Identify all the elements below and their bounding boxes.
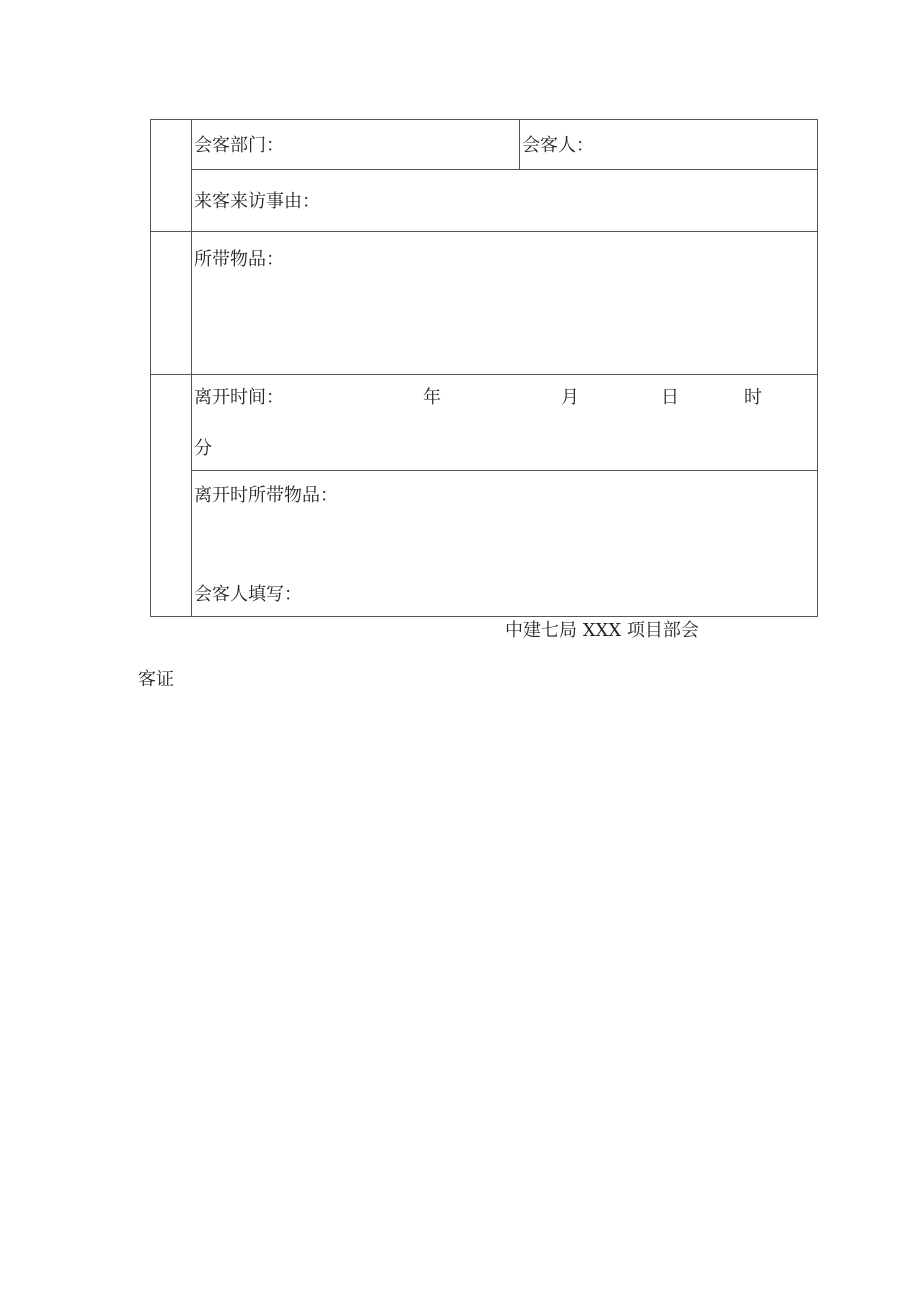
host-divider (519, 120, 520, 169)
items-on-departure-label: 离开时所带物品： (194, 485, 338, 506)
footer-line-2: 客证 (138, 669, 174, 690)
departure-day-label: 日 (661, 387, 679, 408)
departure-month-label: 月 (561, 387, 579, 408)
row-divider-3 (151, 374, 817, 375)
row-divider-2 (151, 231, 817, 232)
departure-year-label: 年 (423, 387, 441, 408)
visit-reason-label: 来客来访事由： (194, 191, 320, 212)
row-divider-4 (191, 470, 817, 471)
host-fill-label: 会客人填写： (194, 584, 302, 605)
footer-line-1: 中建七局 XXX 项目部会 (505, 620, 699, 641)
departure-minute-label: 分 (194, 438, 212, 459)
left-column-divider (191, 120, 192, 616)
host-department-label: 会客部门： (194, 135, 284, 156)
departure-time-label: 离开时间： (194, 387, 284, 408)
items-brought-label: 所带物品： (194, 249, 284, 270)
visitor-pass-table (150, 119, 818, 617)
host-person-label: 会客人： (522, 135, 594, 156)
row-divider-1 (191, 169, 817, 170)
departure-hour-label: 时 (744, 387, 762, 408)
